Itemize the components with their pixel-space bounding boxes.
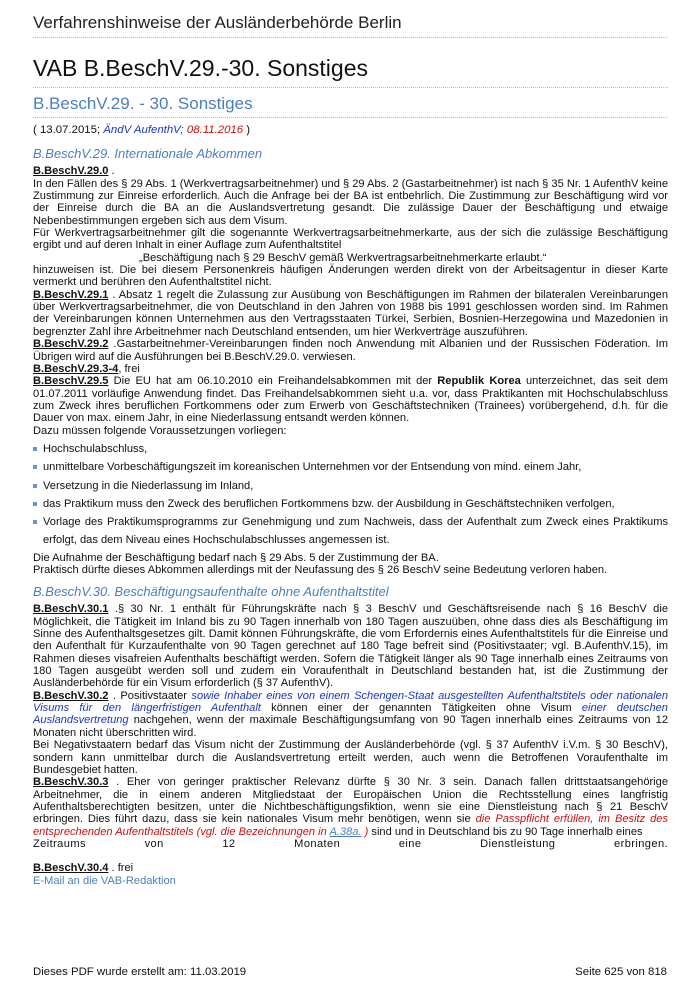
- section-title: B.BeschV.29. - 30. Sonstiges: [33, 94, 253, 113]
- paragraph-30-4: B.BeschV.30.4 . frei: [33, 862, 134, 875]
- link-a38a[interactable]: A.38a.: [329, 825, 362, 838]
- list-item: Vorlage des Praktikumsprogramms zur Genehmigung und zum Nachweis, dass der Aufenthalt zum Zweck eines Praktikums erfolgt, das dem Niveau eines Hochschulabschlusses angemessen ist.: [33, 513, 668, 550]
- ref-30-1[interactable]: B.BeschV.30.1: [33, 603, 109, 616]
- list-item: Versetzung in die Niederlassung im Inland,: [33, 477, 668, 495]
- list-item: das Praktikum muss den Zweck des beruflichen Fortkommens bzw. der Ausbildung in Geschäftstechniken verfolgen,: [33, 495, 668, 513]
- footer-page-number: Seite 625 von 818: [575, 966, 667, 978]
- ref-29-0[interactable]: B.BeschV.29.0: [33, 165, 109, 178]
- paragraph-29-2: B.BeschV.29.2 .Gastarbeitnehmer-Vereinbarungen finden noch Anwendung mit Albanien und der Russischen Föderation. Im Übrigen wird auf die Ausführungen bei B.BeschV.29.0. verwiesen.: [33, 338, 668, 363]
- header-divider: [33, 37, 668, 38]
- footer-created-date: Dieses PDF wurde erstellt am: 11.03.2019: [33, 966, 247, 978]
- ref-29-2[interactable]: B.BeschV.29.2: [33, 338, 109, 351]
- title-divider: [33, 87, 668, 88]
- amendment-label: ÄndV AufenthV;: [103, 124, 184, 136]
- email-link[interactable]: E-Mail an die VAB-Redaktion: [33, 874, 176, 887]
- paragraph-29-3-4: B.BeschV.29.3-4, frei: [33, 362, 140, 375]
- section-divider: [33, 117, 668, 118]
- paragraph-29-5: B.BeschV.29.5 Die EU hat am 06.10.2010 ein Freihandelsabkommen mit der Republik Korea unterzeichnet, das seit dem 01.07.2011 vorläufige Anwendung findet. Das Freihandelsabkommen sieht u.a. vor, dass Praktikanten mit Hochschulabschluss zum Zweck ihres beruflichen Fortkommens oder zum Erwerb von Geschäftstechniken (Trainees) vorübergehend, d.h. für die Dauer von max. einem Jahr, in eine Niederlassung entsandt werden können.: [33, 375, 668, 425]
- bullet-icon: [33, 447, 37, 451]
- paragraph-29-5-final: Praktisch dürfte dieses Abkommen allerdings mit der Neufassung des § 26 BeschV seine Bedeutung verloren haben.: [33, 564, 608, 577]
- country-name: Republik Korea: [437, 375, 521, 388]
- paragraph-30-2-cont: Bei Negativstaatern bedarf das Visum nicht der Zustimmung der Ausländerbehörde (vgl. § 37 AufenthV i.V.m. § 30 BeschV), sondern kann unmittelbar durch die Auslandsvertretung erteilt werden, auch wenn die Betroffenen Voraufenthalte im Bundesgebiet hatten.: [33, 739, 668, 776]
- list-item: Hochschulabschluss,: [33, 440, 668, 458]
- paragraph-30-2: B.BeschV.30.2 . Positivstaater sowie Inhaber eines von einem Schengen-Staat ausgestellten Aufenthaltstitels oder nationalen Visums für den längerfristigen Aufenthalt können einer der genannten Tätigkeiten ohne Visum einer deutschen Auslandsvertretung nachgehen, wenn der maximale Beschäftigungsumfang von 90 Tagen innerhalb eines Zeitraums von 12 Monaten nicht überschritten wird.: [33, 689, 669, 739]
- paragraph-29-0-cont: Für Werkvertragsarbeitnehmer gilt die sogenannte Werkvertragsarbeitnehmerkarte, aus der sich die zulässige Beschäftigung ergibt und auf deren Inhalt in einer Auflage zum Aufenthaltstitel: [33, 227, 668, 252]
- paragraph-29-0-end: hinzuweisen ist. Die bei diesem Personenkreis häufigen Änderungen werden direkt von der Arbeitsagentur in dieser Karte vermerkt und berühren den Aufenthaltstitel nicht.: [33, 264, 668, 289]
- paragraph-29-0-ref: B.BeschV.29.0 .: [33, 165, 115, 178]
- paragraph-29-1: B.BeschV.29.1 . Absatz 1 regelt die Zulassung zur Ausübung von Beschäftigungen im Rahmen der bilateralen Vereinbarungen über Werkvertragsarbeitnehmer, die von Deutschland in den Jahren von 1988 bis 1991 geschlossen worden sind. Im Rahmen der Vereinbarungen können Unternehmen aus den Vertragsstaaten Türkei, Serbien, Bosnien-Herzegowina und Mazedonien in begrenzter Zahl ihre Arbeitnehmer nach Deutschland entsenden, um hier Werkverträge auszuführen.: [33, 288, 668, 338]
- document-body: [33, 124, 668, 887]
- bullet-icon: [33, 484, 37, 488]
- ref-29-1[interactable]: B.BeschV.29.1: [33, 288, 109, 301]
- page-title: VAB B.BeschV.29.-30. Sonstiges: [33, 55, 368, 81]
- ref-29-3-4[interactable]: B.BeschV.29.3-4: [33, 362, 119, 375]
- quoted-condition: „Beschäftigung nach § 29 BeschV gemäß Werkvertragsarbeitnehmerkarte erlaubt.“: [139, 251, 547, 264]
- subheading-30: B.BeschV.30. Beschäftigungsaufenthalte ohne Aufenthaltstitel: [33, 584, 389, 600]
- amendment-date: 08.11.2016: [186, 124, 244, 136]
- ref-29-5[interactable]: B.BeschV.29.5: [33, 375, 109, 388]
- ref-30-3[interactable]: B.BeschV.30.3: [33, 776, 109, 789]
- list-item: unmittelbare Vorbeschäftigungszeit im koreanischen Unternehmen vor der Entsendung von mind. einem Jahr,: [33, 458, 668, 476]
- bullet-icon: [33, 502, 37, 506]
- requirements-list: [33, 440, 668, 550]
- paragraph-29-0: In den Fällen des § 29 Abs. 1 (Werkvertragsarbeitnehmer) und § 29 Abs. 2 (Gastarbeitnehmer) ist nach § 35 Nr. 1 AufenthV keine Zustimmung zur Einreise erforderlich. Auch die Anfrage bei der BA ist entbehrlich. Die Zustimmung zur Beschäftigung wird vor der Einreise durch die BA an die Auslandsvertretung gesandt. Die zulässige Dauer der Beschäftigung und etwaige Nebenbestimmungen ergeben sich aus dem Visum.: [33, 177, 668, 227]
- subheading-29: B.BeschV.29. Internationale Abkommen: [33, 146, 263, 162]
- requirements-intro: Dazu müssen folgende Voraussetzungen vorliegen:: [33, 424, 287, 437]
- paragraph-30-3: B.BeschV.30.3 . Eher von geringer praktischer Relevanz dürfte § 30 Nr. 3 sein. Danach fallen drittstaatsangehörige Arbeitnehmer, die in einem anderen Mitgliedstaat der Europäischen Union die Rechtsstellung eines langfristig Aufenthaltsberechtigten besitzen, unter die Nichtbeschäftigungsfiktion, wenn sie eine Dienstleistung nach § 21 BeschV erbringen. Dies führt dazu, dass sie kein nationales Visum mehr benötigen, wenn sie die Passpflicht erfüllen, im Besitz des entsprechenden Aufenthaltstitels (vgl. die Bezeichnungen in A.38a. ) sind und in Deutschland bis zu 90 Tage innerhalb eines: [33, 776, 668, 838]
- paragraph-30-1: B.BeschV.30.1 .§ 30 Nr. 1 enthält für Führungskräfte nach § 3 BeschV und Geschäftsreisende nach § 16 BeschV die Möglichkeit, die Tätigkeit im Inland bis zu 90 Tagen innerhalb von 180 Tagen auszuüben, ohne dass dies als Beschäftigung im Sinne des Aufenthaltsgesetzes gilt. Damit können Führungskräfte, die vom Erfordernis eines Aufenthaltstitels für die Einreise und den Aufenthalt für Kurzaufenthalte von 90 Tagen gerechnet auf 180 Tage befreit sind (Positivstaater; vgl. B.AufenthV.15), im Rahmen dieses visafreien Aufenthalts beschäftigt werden. Sofern die Tätigkeit länger als 90 Tage innerhalb eines Zeitraums von 180 Tagen ausgeübt werden soll und zudem ein Voraufenthalt in Deutschland bestanden hat, ist die Zustimmung der Ausländerbehörde für ein Visum erforderlich (§ 37 AufenthV).: [33, 603, 668, 690]
- paragraph-29-5-after: Die Aufnahme der Beschäftigung bedarf nach § 29 Abs. 5 der Zustimmung der BA.: [33, 551, 439, 564]
- bullet-icon: [33, 520, 37, 524]
- ref-30-4[interactable]: B.BeschV.30.4: [33, 862, 109, 875]
- date-line: ( 13.07.2015; ÄndV AufenthV; 08.11.2016 ): [33, 124, 251, 136]
- ref-30-2[interactable]: B.BeschV.30.2: [33, 689, 109, 702]
- bullet-icon: [33, 465, 37, 469]
- document-header: Verfahrenshinweise der Ausländerbehörde Berlin: [33, 13, 402, 32]
- paragraph-30-3-end: Zeitraums von 12 Monaten eine Dienstleistung erbringen.: [33, 837, 668, 850]
